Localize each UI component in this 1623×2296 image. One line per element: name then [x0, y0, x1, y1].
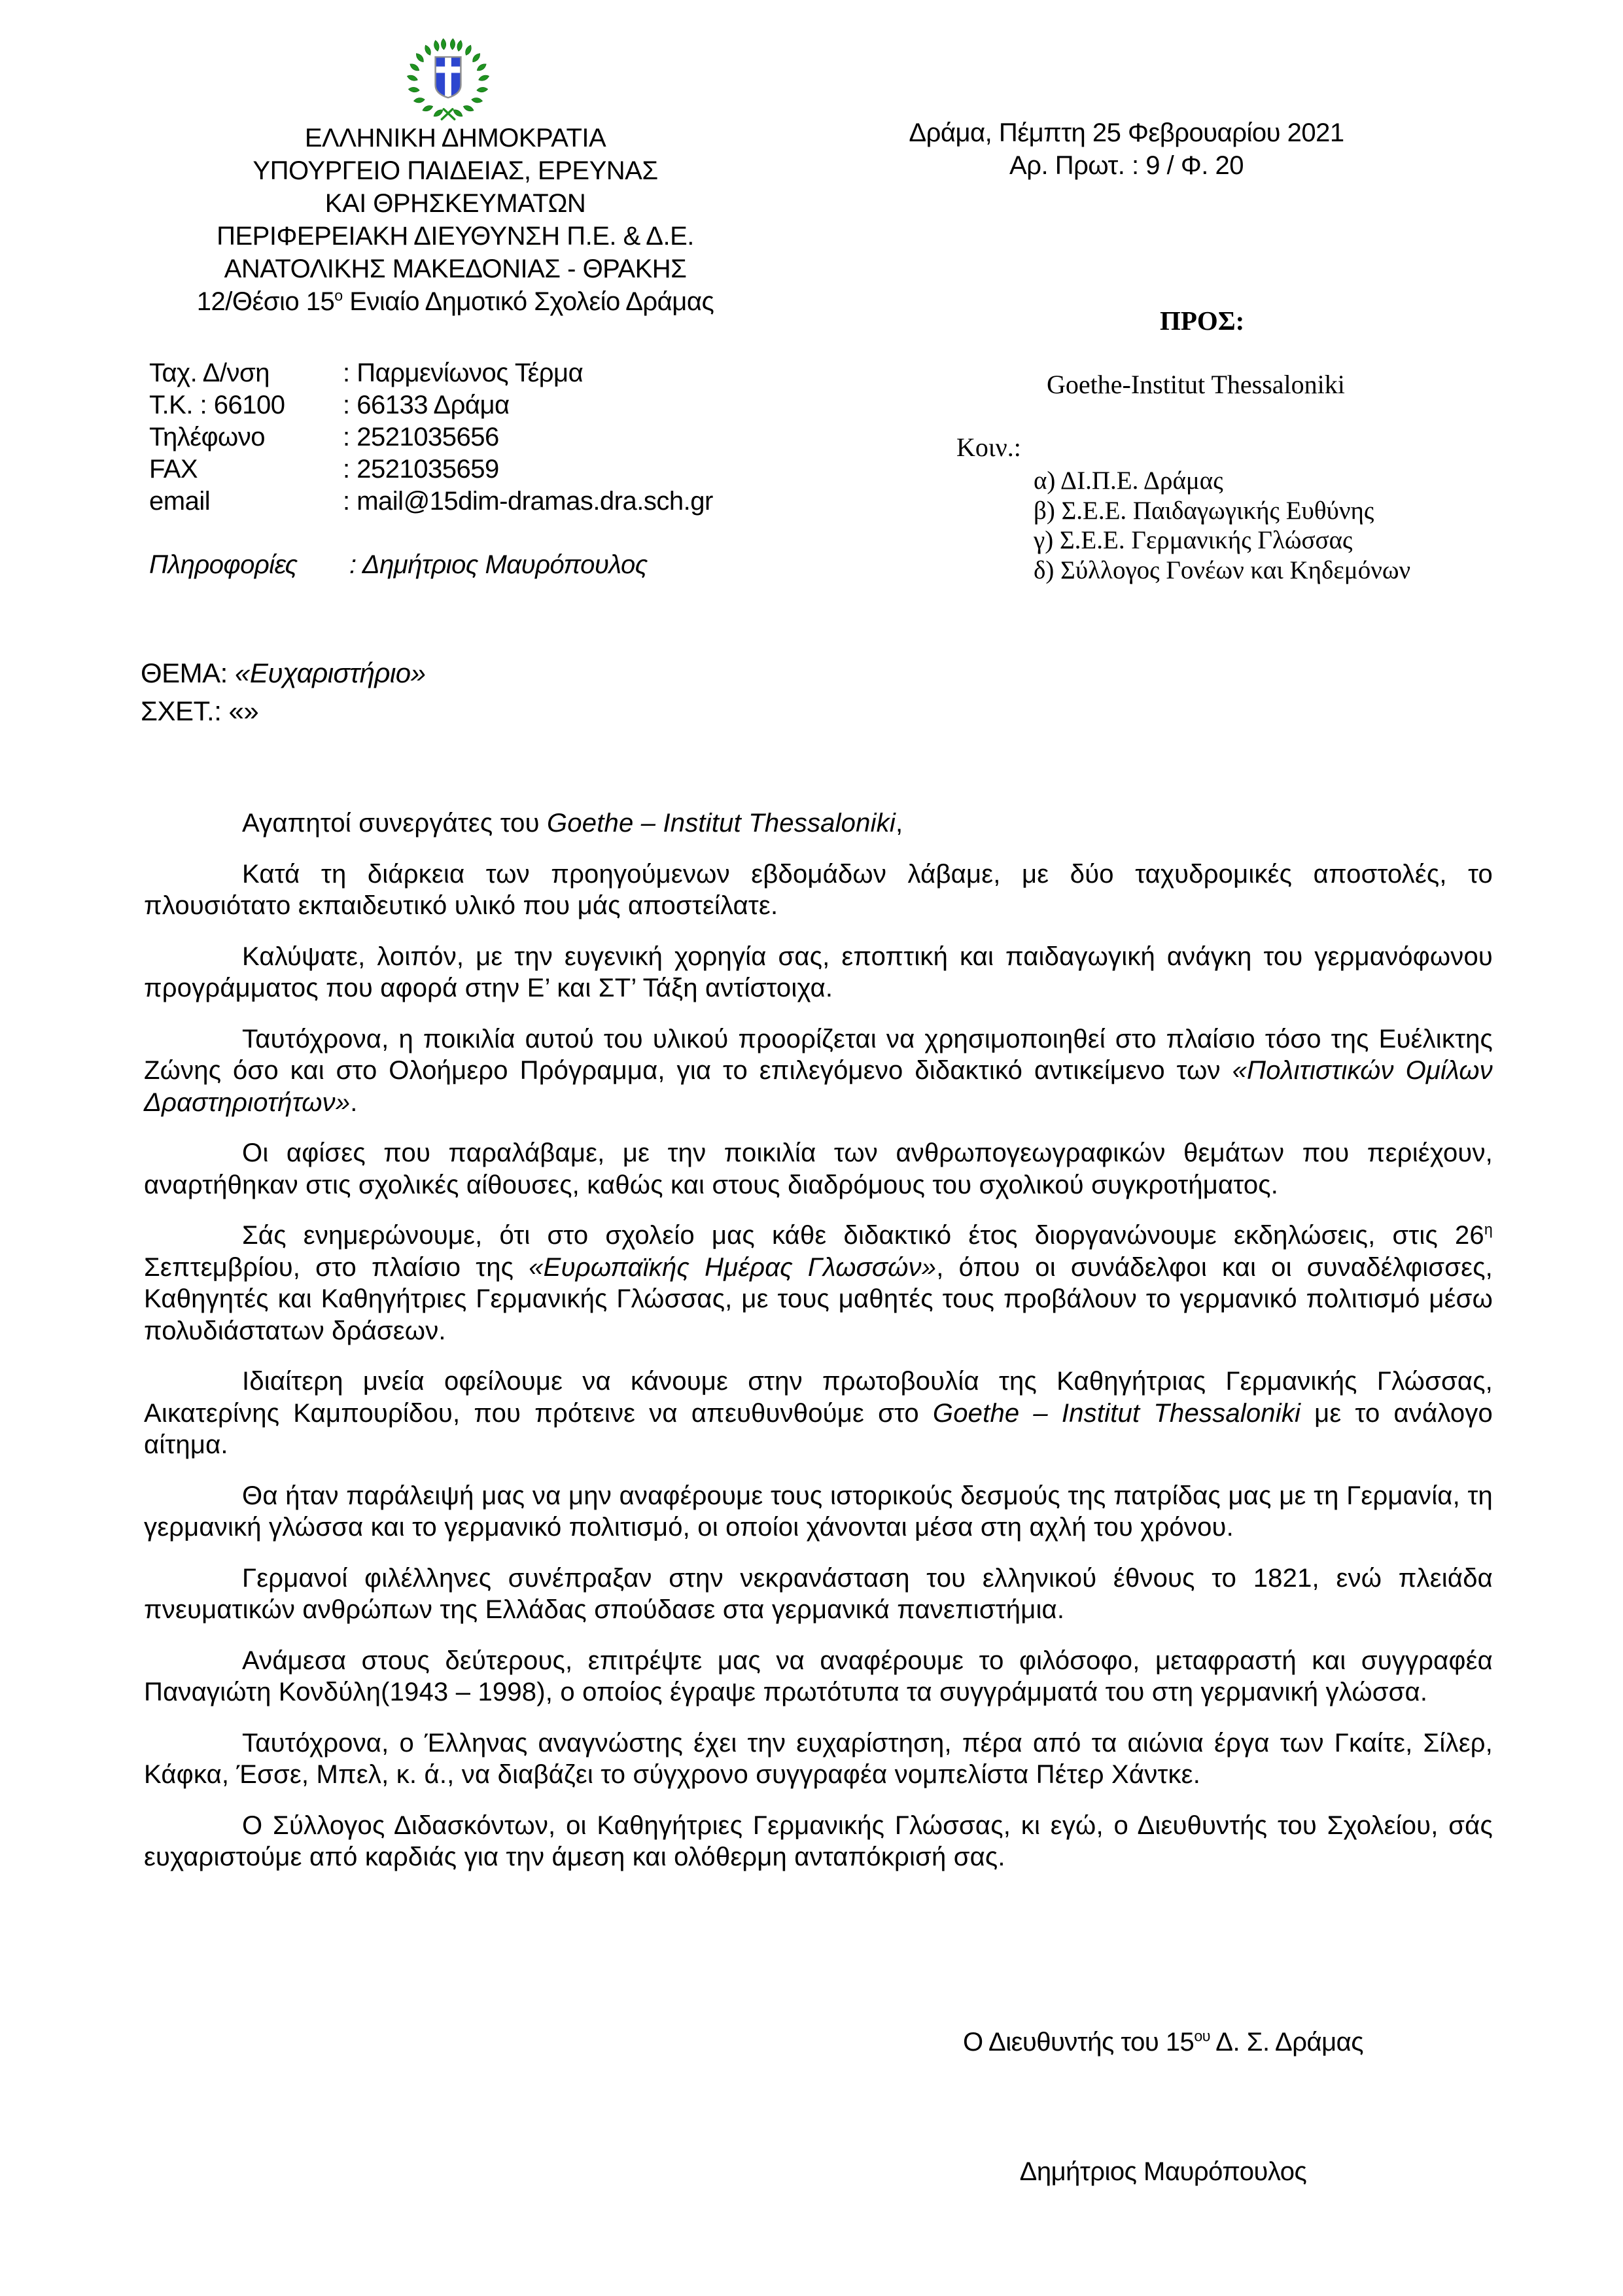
org-line: ΥΠΟΥΡΓΕΙΟ ΠΑΙΔΕΙΑΣ, ΕΡΕΥΝΑΣ	[253, 156, 658, 185]
signer-title: Ο Διευθυντής του $15^{o\upsilon}$ Δ. Σ. Δράμας	[962, 2027, 1364, 2057]
school-name-line: 12/Θέσιο $15^o$ Ενιαίο Δημοτικό Σχολείο Δράμας	[196, 287, 714, 316]
cc-item: α) ΔΙ.Π.Ε. Δράμας	[1034, 467, 1223, 495]
body-paragraph: Ταυτόχρονα, ο Έλληνας αναγνώστης έχει την ευχαρίστηση, πέρα από τα αιώνια έργα των Γκαίτε, Σίλερ, Κάφκα, Έσσε, Μπελ, κ. ά., να διαβάζει το σύγχρονο συγγραφέα νομπελίστα Πέτερ Χάντκε.	[144, 1728, 1493, 1789]
contact-label: Πληροφορίες	[149, 550, 298, 579]
contact-label: Τηλέφωνο	[149, 423, 265, 451]
body-paragraph: Καλύψατε, λοιπόν, με την ευγενική χορηγία σας, εποπτική και παιδαγωγική ανάγκη του γερμανόφωνου προγράμματος που αφορά στην Ε’ και ΣΤ’ Τάξη αντίστοιχα.	[144, 942, 1493, 1002]
date-protocol-block	[862, 116, 1391, 182]
cc-item: γ) Σ.Ε.Ε. Γερμανικής Γλώσσας	[1034, 526, 1353, 554]
contact-label: FAX	[149, 455, 198, 484]
contact-row-email	[149, 486, 713, 518]
cc-item: β) Σ.Ε.Ε. Παιδαγωγικής Ευθύνης	[1034, 496, 1374, 525]
contact-row-postcode	[149, 389, 713, 421]
cc-list	[1034, 466, 1410, 585]
recipient-name: Goethe-Institut Thessaloniki	[1047, 370, 1345, 399]
body-paragraph: Οι αφίσες που παραλάβαμε, με την ποικιλία των ανθρωπογεωγραφικών θεμάτων που περιέχουν, αναρτήθηκαν στις σχολικές αίθουσες, καθώς και στους διαδρόμους του σχολικού συγκροτήματος.	[144, 1139, 1493, 1199]
contact-label: email	[149, 487, 211, 516]
cc-label: Κοιν.:	[956, 433, 1021, 462]
contact-value: : Δημήτριος Μαυρόπουλος	[349, 550, 648, 579]
contact-label: Ταχ. Δ/νση	[149, 359, 270, 387]
body-paragraph: Γερμανοί φιλέλληνες συνέπραξαν στην νεκρανάσταση του ελληνικού έθνους το 1821, ενώ πλειάδα πνευματικών ανθρώπων της Ελλάδας σπούδασε στα γερμανικά πανεπιστήμια.	[144, 1563, 1493, 1624]
org-line: ΑΝΑΤΟΛΙΚΗΣ ΜΑΚΕΔΟΝΙΑΣ - ΘΡΑΚΗΣ	[224, 255, 687, 283]
protocol-number-line: Αρ. Πρωτ. : 9 / Φ. 20	[1009, 151, 1244, 180]
to-label: ΠΡΟΣ:	[1160, 306, 1245, 336]
body-paragraph: Ανάμεσα στους δεύτερους, επιτρέψτε μας να αναφέρουμε το φιλόσοφο, μεταφραστή και συγγραφέα Παναγιώτη Κονδύλη(1943 – 1998), ο οποίος έγραψε πρωτότυπα τα συγγράμματά του στη γερμανική γλώσσα.	[144, 1646, 1493, 1706]
org-line: ΚΑΙ ΘΡΗΣΚΕΥΜΑΤΩΝ	[324, 189, 586, 218]
body-paragraph: Ταυτόχρονα, η ποικιλία αυτού του υλικού προορίζεται να χρησιμοποιηθεί στο πλαίσιο τόσο της Ευέλικτης Ζώνης όσο και στο Ολοήμερο Πρόγραμμα, για το επιλεγόμενο διδακτικό αντικείμενο των «Πολιτιστικών Ομίλων Δραστηριοτήτων».	[144, 1024, 1493, 1117]
body-paragraph: Ο Σύλλογος Διδασκόντων, οι Καθηγήτριες Γερμανικής Γλώσσας, κι εγώ, ο Διευθυντής του Σχολείου, σάς ευχαριστούμε από καρδιάς για την άμεση και ολόθερμη ανταπόκρισή σας.	[144, 1810, 1493, 1871]
contact-row-fax	[149, 453, 713, 486]
subject-block	[141, 654, 426, 730]
letterhead-org-block	[128, 122, 782, 318]
contact-row-phone	[149, 421, 713, 453]
contact-value: : 2521035656	[343, 423, 499, 451]
contact-value: : Παρμενίωνος Τέρμα	[343, 359, 584, 387]
contact-label: Τ.Κ. : 66100	[149, 391, 285, 419]
reference-line: ΣΧΕΤ.: «»	[141, 696, 259, 726]
contact-block	[149, 357, 713, 581]
org-line: ΠΕΡΙΦΕΡΕΙΑΚΗ ΔΙΕΥΘΥΝΣΗ Π.Ε. & Δ.Ε.	[217, 222, 694, 251]
contact-value: : mail@15dim-dramas.dra.sch.gr	[343, 487, 713, 516]
body-paragraph: Σάς ενημερώνουμε, ότι στο σχολείο μας κάθε διδακτικό έτος διοργανώνουμε εκδηλώσεις, στις $26^\eta$ Σεπτεμβρίου, στο πλαίσιο της «Ευρωπαϊκής Ημέρας Γλωσσών», όπου οι συνάδελφοι και οι συναδέλφισσες, Καθηγητές και Καθηγήτριες Γερμανικής Γλώσσας, με τους μαθητές τους προβάλουν το γερμανικό πολιτισμό μέσω πολυδιάστατων δράσεων.	[144, 1220, 1493, 1345]
org-line: ΕΛΛΗΝΙΚΗ ΔΗΜΟΚΡΑΤΙΑ	[304, 124, 606, 152]
contact-row-info	[149, 549, 713, 581]
closing-block	[901, 2026, 1425, 2188]
contact-value: : 66133 Δράμα	[343, 391, 510, 419]
contact-row-address	[149, 357, 713, 389]
body-paragraph: Θα ήταν παράλειψή μας να μην αναφέρουμε τους ιστορικούς δεσμούς της πατρίδας μας με τη Γερμανία, τη γερμανική γλώσσα και το γερμανικό πολιτισμό, οι οποίοι χάνονται μέσα στη αχλή του χρόνου.	[144, 1481, 1493, 1542]
letter-body	[144, 807, 1493, 1892]
salutation: Αγαπητοί συνεργάτες του Goethe – Institut Thessaloniki,	[242, 809, 903, 838]
contact-value: : 2521035659	[343, 455, 499, 484]
signer-name: Δημήτριος Μαυρόπουλος	[1019, 2157, 1307, 2186]
body-paragraph: Κατά τη διάρκεια των προηγούμενων εβδομάδων λάβαμε, με δύο ταχυδρομικές αποστολές, το πλουσιότατο εκπαιδευτικό υλικό που μάς αποστείλατε.	[144, 859, 1493, 920]
date-line: Δράμα, Πέμπτη 25 Φεβρουαρίου 2021	[909, 118, 1344, 147]
greek-coat-of-arms-icon	[404, 38, 493, 124]
cc-item: δ) Σύλλογος Γονέων και Κηδεμόνων	[1034, 556, 1411, 584]
subject-line: ΘΕΜΑ: «Ευχαριστήριο»	[141, 658, 426, 688]
body-paragraph: Ιδιαίτερη μνεία οφείλουμε να κάνουμε στην πρωτοβουλία της Καθηγήτριας Γερμανικής Γλώσσας, Αικατερίνης Καμπουρίδου, που πρότεινε να απευθυνθούμε στο Goethe – Institut Thessaloniki με το ανάλογο αίτημα.	[144, 1367, 1493, 1459]
